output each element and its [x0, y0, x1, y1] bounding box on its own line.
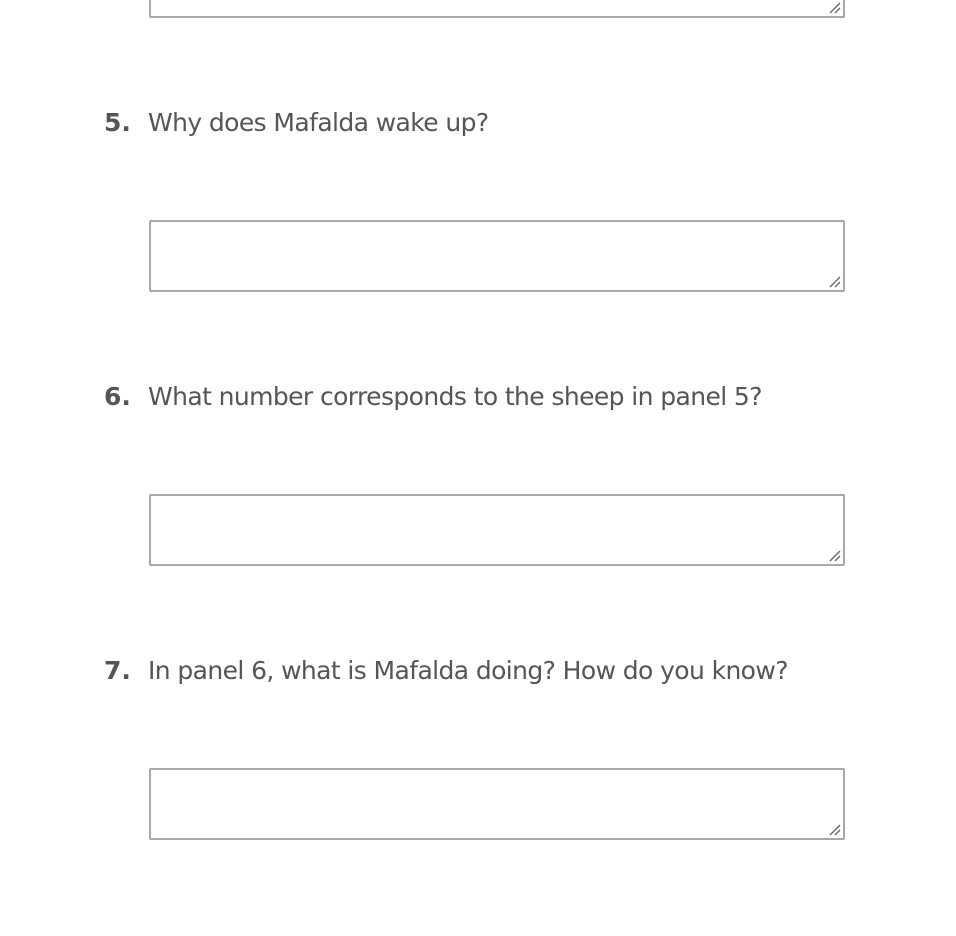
question-text: Why does Mafalda wake up? [148, 107, 489, 137]
answer-textarea-6[interactable] [151, 496, 843, 564]
question-number: 7. [104, 655, 131, 685]
question-number: 5. [104, 107, 131, 137]
question-text: In panel 6, what is Mafalda doing? How do you know? [148, 655, 788, 685]
answer-box-4[interactable] [149, 0, 845, 18]
question-6 [104, 378, 762, 414]
question-text: What number corresponds to the sheep in panel 5? [148, 381, 762, 411]
answer-textarea-5[interactable] [151, 222, 843, 290]
question-5 [104, 104, 489, 140]
answer-box-6[interactable] [149, 494, 845, 566]
answer-box-5[interactable] [149, 220, 845, 292]
answer-textarea-4[interactable] [151, 0, 843, 16]
question-7 [104, 652, 788, 688]
answer-box-7[interactable] [149, 768, 845, 840]
answer-textarea-7[interactable] [151, 770, 843, 838]
question-number: 6. [104, 381, 131, 411]
